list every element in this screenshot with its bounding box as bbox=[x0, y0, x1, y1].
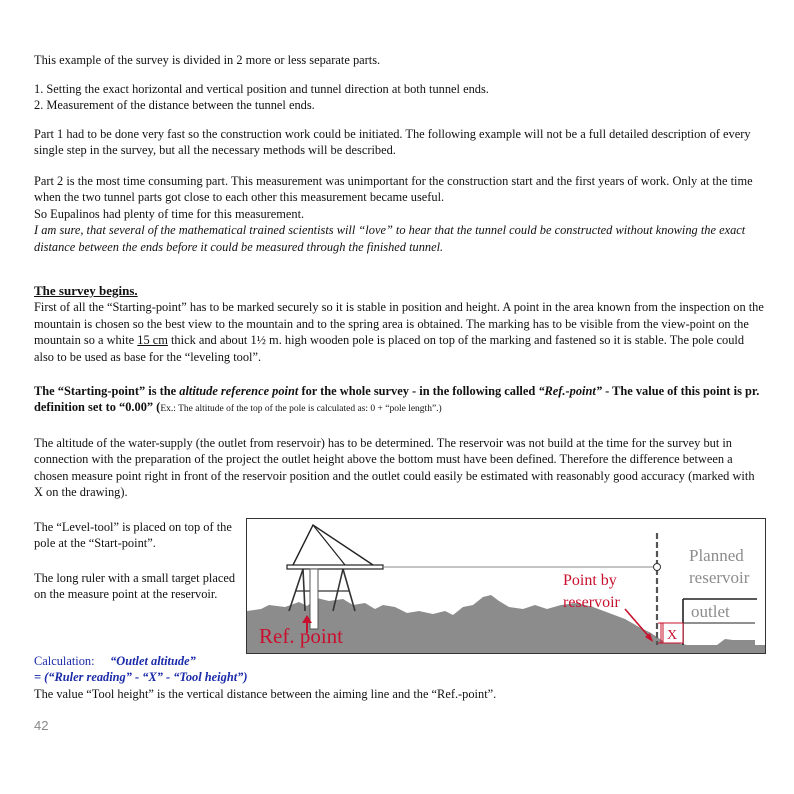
survey-text-underline: 15 cm bbox=[137, 333, 168, 348]
list-item: 2. Measurement of the distance between the tunnel ends. bbox=[34, 98, 315, 113]
refpoint-c: for the whole survey - in the following called bbox=[298, 384, 539, 398]
part2-text: Part 2 is the most time consuming part. This measurement was unimportant for the construction start and the first years of work. Only at the time when the two tunnel parts got close to each other this measurement became useful. bbox=[34, 174, 753, 205]
refpoint-d: “Ref.-point” bbox=[538, 384, 603, 398]
intro-text: This example of the survey is divided in 2 more or less separate parts. bbox=[34, 53, 381, 67]
part2-text-2: So Eupalinos had plenty of time for this measurement. bbox=[34, 206, 305, 221]
x-mark-label: X bbox=[667, 628, 678, 643]
ref-point-label: Ref. point bbox=[259, 624, 343, 648]
outlet-label: outlet bbox=[691, 602, 730, 621]
survey-text-b: thick and about 1½ m. high wooden pole is placed on top of the marking and fastened so it is stable. The pole could also to be used as base for the “leveling tool”. bbox=[34, 333, 745, 364]
survey-heading: The survey begins. bbox=[34, 283, 138, 298]
point-by-label: Point by bbox=[563, 572, 617, 589]
survey-drawing bbox=[246, 518, 766, 654]
calc-text: The value “Tool height” is the vertical distance between the aiming line and the “Ref.-point”. bbox=[34, 686, 497, 701]
list-item: 1. Setting the exact horizontal and vertical position and tunnel direction at both tunnel ends. bbox=[34, 82, 489, 96]
level-tool-text: The “Level-tool” is placed on top of the pole at the “Start-point”. bbox=[34, 520, 232, 551]
water-text: The altitude of the water-supply (the outlet from reservoir) has to be determined. The reservoir was not build at the time for the survey but in connection with the preparation of the project the outlet height above the bottom must have been defined. Therefore the difference between a chosen measure point right in front of the reservoir position and the outlet could easily be estimated with reasonably good accuracy (marked with X on the drawing). bbox=[34, 436, 755, 500]
reservoir-red-label: reservoir bbox=[563, 594, 620, 611]
refpoint-b: altitude reference point bbox=[179, 384, 299, 398]
part1-text: Part 1 had to be done very fast so the construction work could be initiated. The following example will not be a full detailed description of every single step in the survey, but all the necessary methods will be described. bbox=[34, 127, 751, 158]
part2-paragraph bbox=[34, 173, 764, 255]
survey-text-a: First of all the “Starting-point” has to be marked securely so it is stable in position and height. A point in the area known from the inspection on the mountain is chosen so the best view to the mountain and to the spring area is obtained. The marking has to be visible from the view-point on the mountain so a white bbox=[34, 300, 764, 348]
ruler-text: The long ruler with a small target placed on the measure point at the reservoir. bbox=[34, 571, 236, 602]
part2-italic: I am sure, that several of the mathematical trained scientists will “love” to hear that the tunnel could be constructed without knowing the exact distance between the ends before it could be measured through the finished tunnel. bbox=[34, 223, 746, 254]
calc-formula: = (“Ruler reading” - “X” - “Tool height”) bbox=[34, 670, 248, 685]
survey-section bbox=[34, 283, 764, 365]
page-number: 42 bbox=[34, 718, 49, 733]
calc-outlet: “Outlet altitude” bbox=[110, 654, 196, 668]
refpoint-a: The “Starting-point” is the bbox=[34, 384, 180, 398]
calc-label: Calculation: bbox=[34, 654, 95, 668]
parts-list bbox=[34, 81, 764, 114]
refpoint-e: - The value of this point is pr. definition set to “0.00” ( bbox=[34, 384, 760, 415]
planned-label: Planned bbox=[689, 546, 744, 565]
calculation bbox=[34, 653, 764, 702]
reservoir-gray-label: reservoir bbox=[689, 568, 750, 587]
refpoint-note: Ex.: The altitude of the top of the pole is calculated as: 0 + “pole length”.) bbox=[160, 404, 442, 415]
survey-drawing-svg bbox=[247, 519, 765, 653]
refpoint-paragraph bbox=[34, 383, 764, 418]
